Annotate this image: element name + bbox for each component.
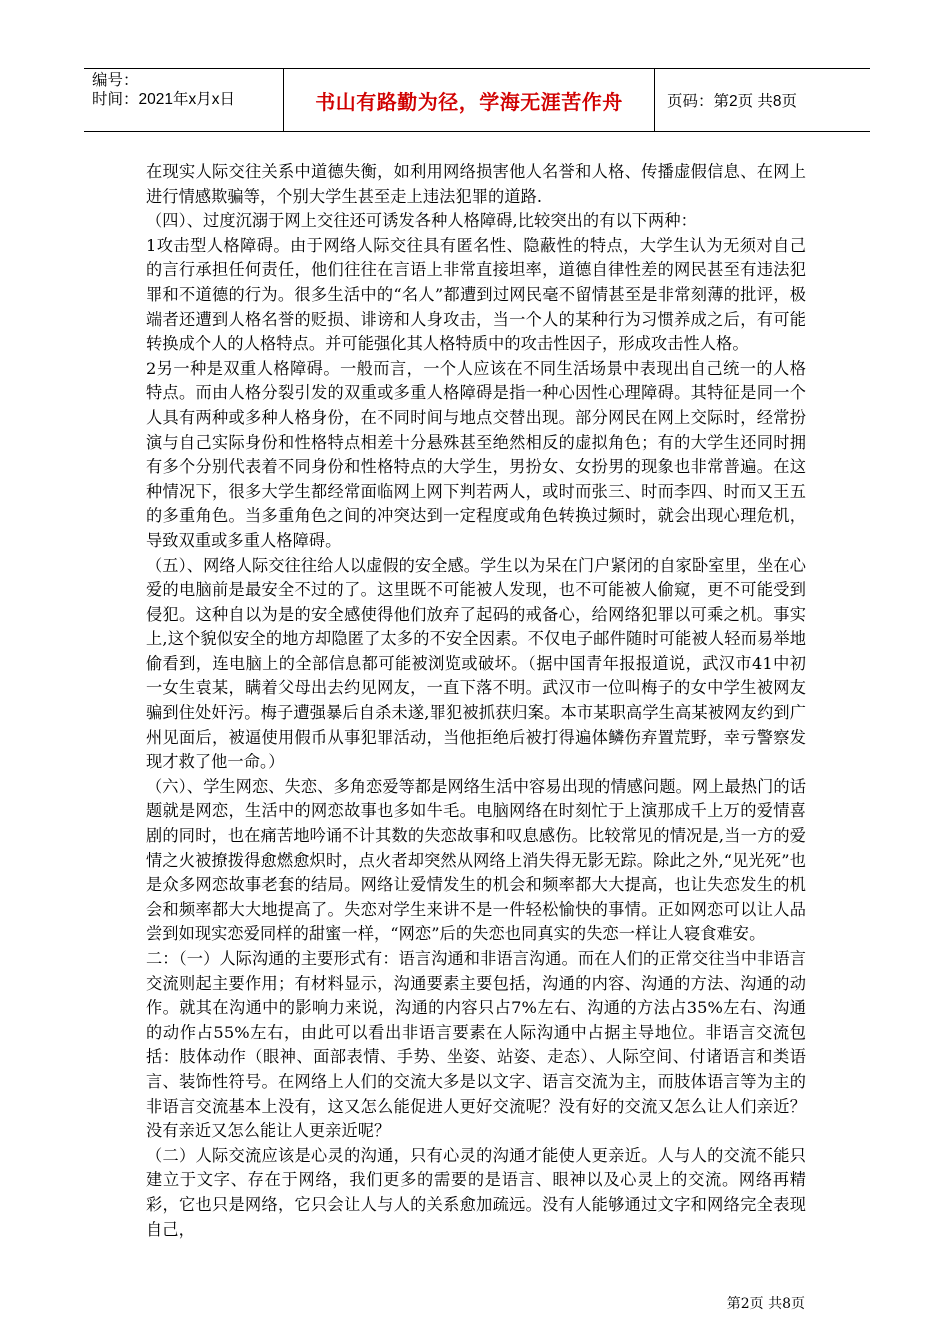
paragraph: 二：（一）人际沟通的主要形式有：语言沟通和非语言沟通。而在人们的正常交往当中非语言交流则起主要作用；有材料显示，沟通要素主要包括，沟通的内容、沟通的方法、沟通的动作。就其在沟通中的影响力来说，沟通的内容只占7%左右、沟通的方法占35%左右、沟通的动作占55%左右，由此可以看出非语言要素在人际沟通中占据主导地位。非语言交流包括：肢体动作（眼神、面部表情、手势、坐姿、站姿、走态）、人际空间、付诸语言和类语言、装饰性符号。在网络上人们的交流大多是以文字、语言交流为主，而肢体语言等为主的非语言交流基本上没有，这又怎么能促进人更好交流呢？没有好的交流又怎么让人们亲近？没有亲近又怎么能让人更亲近呢？ <box>146 949 806 1141</box>
paragraph: （六）、学生网恋、失恋、多角恋爱等都是网络生活中容易出现的情感问题。网上最热门的话题就是网恋，生活中的网恋故事也多如牛毛。电脑网络在时刻忙于上演那成千上万的爱情喜剧的同时，也在痛苦地吟诵不计其数的失恋故事和叹息感伤。比较常见的情况是,当一方的爱情之火被撩拨得愈燃愈炽时，点火者却突然从网络上消失得无影无踪。除此之外,“见光死”也是众多网恋故事老套的结局。网络让爱情发生的机会和频率都大大提高，也让失恋发生的机会和频率都大大地提高了。失恋对学生来讲不是一件轻松愉快的事情。正如网恋可以让人品尝到如现实恋爱同样的甜蜜一样，“网恋”后的失恋也同真实的失恋一样让人寝食难安。 <box>146 776 806 944</box>
paragraph: （二）人际交流应该是心灵的沟通，只有心灵的沟通才能使人更亲近。人与人的交流不能只建立于文字、存在于网络，我们更多的需要的是语言、眼神以及心灵上的交流。网络再精彩，它也只是网络，它只会让人与人的关系愈加疏远。没有人能够通过文字和网络完全表现自己， <box>146 1145 806 1239</box>
document-body <box>146 160 806 1242</box>
header-page-info: 页码：第2页 共8页 <box>667 93 798 110</box>
paragraph: （五）、网络人际交往往给人以虚假的安全感。学生以为呆在门户紧闭的自家卧室里，坐在心爱的电脑前是最安全不过的了。这里既不可能被人发现，也不可能被人偷窥，更不可能受到侵犯。这种自以为是的安全感使得他们放弃了起码的戒备心，给网络犯罪以可乘之机。事实上,这个貌似安全的地方却隐匿了太多的不安全因素。不仅电子邮件随时可能被人轻而易举地偷看到，连电脑上的全部信息都可能被浏览或破坏。（据中国青年报报道说，武汉市41中初一女生袁某，瞒着父母出去约见网友，一直下落不明。武汉市一位叫梅子的女中学生被网友骗到住处奸污。梅子遭强暴后自杀未遂,罪犯被抓获归案。本市某职高学生高某被网友约到广州见面后，被逼使用假币从事犯罪活动，当他拒绝后被打得遍体鳞伤弃置荒野，幸亏警察发现才救了他一命。） <box>146 555 806 772</box>
header-meta <box>84 69 284 131</box>
paragraph: 在现实人际交往关系中道德失衡，如利用网络损害他人名誉和人格、传播虚假信息、在网上进行情感欺骗等，个别大学生甚至走上违法犯罪的道路. <box>146 162 806 206</box>
paragraph: 1攻击型人格障碍。由于网络人际交往具有匿名性、隐蔽性的特点，大学生认为无须对自己的言行承担任何责任，他们往往在言语上非常直接坦率，道德自律性差的网民甚至有违法犯罪和不道德的行为。很多生活中的“名人”都遭到过网民毫不留情甚至是非常刻薄的批评，极端者还遭到人格名誉的贬损、诽谤和人身攻击，当一个人的某种行为习惯养成之后，有可能转换成个人的人格特点。并可能强化其人格特质中的攻击性因子，形成攻击性人格。 <box>146 235 806 354</box>
page-footer: 第2页 共8页 <box>726 1296 805 1312</box>
paragraph: 2另一种是双重人格障碍。一般而言，一个人应该在不同生活场景中表现出自己统一的人格特点。而由人格分裂引发的双重或多重人格障碍是指一种心因性心理障碍。其特征是同一个人具有两种或多种人格身份，在不同时间与地点交替出现。部分网民在网上交际时，经常扮演与自己实际身份和性格特点相差十分悬殊甚至绝然相反的虚拟角色；有的大学生还同时拥有多个分别代表着不同身份和性格特点的大学生，男扮女、女扮男的现象也非常普遍。在这种情况下，很多大学生都经常面临网上网下判若两人，或时而张三、时而李四、时而又王五的多重角色。当多重角色之间的冲突达到一定程度或角色转换过频时，就会出现心理危机，导致双重或多重人格障碍。 <box>146 358 806 550</box>
document-code-label: 编号： <box>92 72 139 89</box>
header-motto: 书山有路勤为径，学海无涯苦作舟 <box>284 69 655 131</box>
paragraph: （四）、过度沉溺于网上交往还可诱发各种人格障碍,比较突出的有以下两种： <box>146 211 697 231</box>
document-time-label: 时间：2021年x月x日 <box>92 91 235 108</box>
page-header <box>84 68 870 132</box>
